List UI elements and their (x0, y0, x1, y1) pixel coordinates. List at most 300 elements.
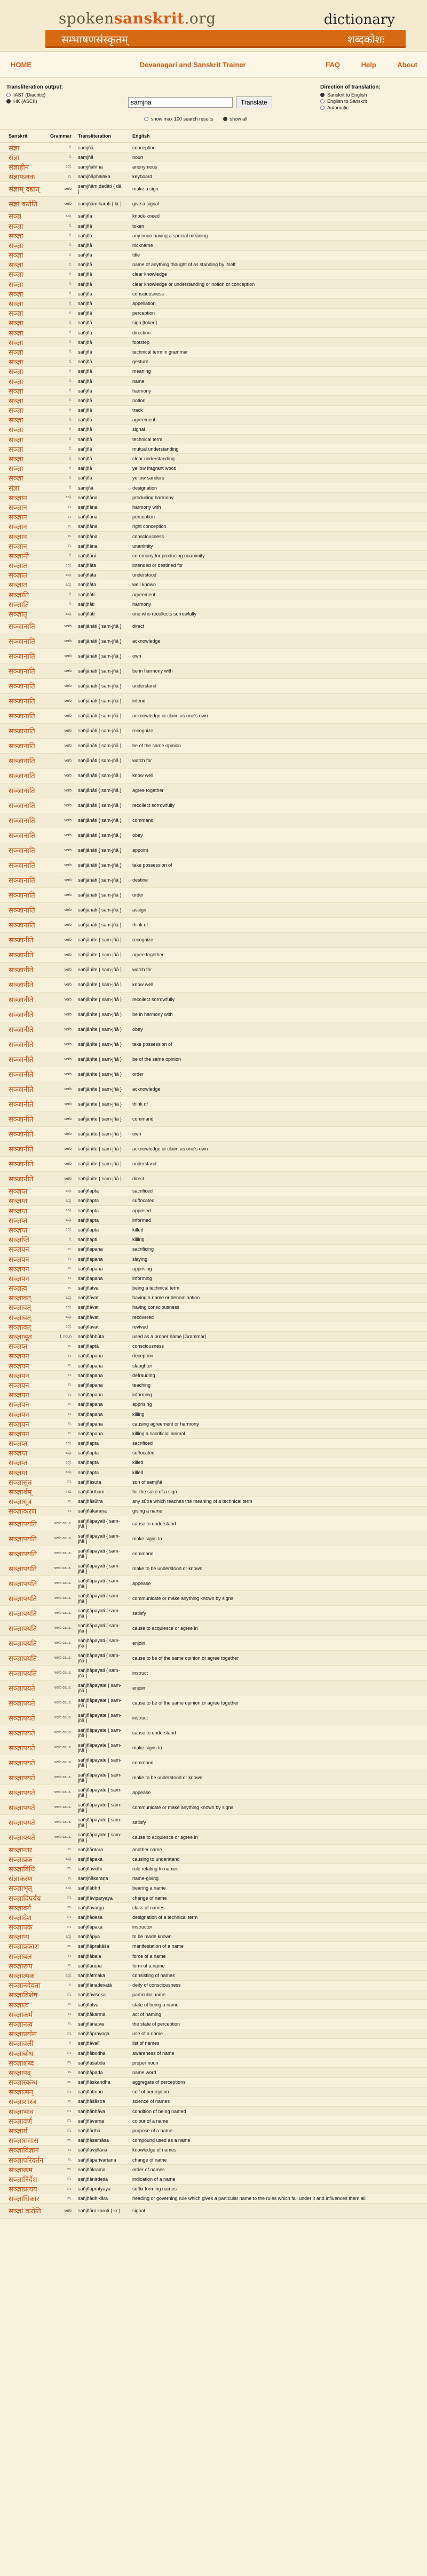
cell-english: colour of a name (132, 2118, 169, 2124)
cell-sanskrit[interactable]: सञ्ज्ञा (9, 339, 23, 347)
cell-sanskrit[interactable]: सञ्ज्ञापयति (9, 1654, 37, 1663)
cell-transliteration: sañjñāpayate { sam-jñā } (78, 1712, 122, 1723)
cell-sanskrit[interactable]: सञ्ज्ञापयते (9, 1759, 35, 1767)
cell-sanskrit[interactable]: सञ्ज्ञा (9, 232, 23, 241)
cell-grammar: verb (64, 1132, 72, 1136)
cell-sanskrit[interactable]: सञ्ज्ञा (9, 252, 23, 260)
cell-english: cause to acquiesce or agree in (132, 1625, 198, 1631)
cell-sanskrit[interactable]: सञ्ज्ञपन (9, 1430, 29, 1438)
cell-sanskrit[interactable]: सञ्ज्ञप्त (9, 1450, 28, 1458)
cell-english: assign (132, 907, 147, 913)
cell-sanskrit[interactable]: सञ्ज्ञानी (9, 552, 29, 561)
cell-sanskrit[interactable]: सञ्ज्ञान (9, 533, 27, 541)
table-row (0, 2010, 427, 2019)
cell-sanskrit[interactable]: सञ्जानीते (9, 1146, 34, 1154)
translit-hk-label: HK (ASCII) (13, 99, 37, 104)
cell-sanskrit[interactable]: सञ्ज्ञापरिवर्तन (9, 2156, 44, 2165)
cell-sanskrit[interactable]: सञ्ज्ञप्त (9, 1343, 28, 1351)
cell-sanskrit[interactable]: सञ्ज्ञान (9, 503, 27, 512)
cell-sanskrit[interactable]: सञ्जानाति (9, 877, 35, 885)
cell-sanskrit[interactable]: सञ्जानाति (9, 668, 35, 676)
cell-sanskrit[interactable]: सञ्ज्ञा (9, 445, 23, 454)
cell-sanskrit[interactable]: संज्ञा (9, 484, 20, 493)
cell-sanskrit[interactable]: सञ्ज्ञापद (9, 2069, 31, 2077)
table-row (0, 1497, 427, 1507)
table-row (0, 2204, 427, 2219)
table-row (0, 948, 427, 963)
cell-english: use of a name (132, 2031, 163, 2037)
cell-sanskrit[interactable]: सञ्ज्ञाक्रम (9, 2166, 33, 2174)
cell-sanskrit[interactable]: सञ्ज्ञा (9, 417, 23, 425)
cell-sanskrit[interactable]: सञ्ज्ञाविज्ञान (9, 2147, 39, 2155)
dir-auto-option[interactable] (320, 105, 381, 110)
cell-sanskrit[interactable]: सञ्जानीते (9, 1056, 34, 1065)
cell-grammar: verb (64, 684, 72, 688)
cell-sanskrit[interactable]: सञ्ज्ञा (9, 387, 23, 396)
radio-selected-icon[interactable] (6, 99, 11, 103)
cell-transliteration: sañjñāskandha (78, 2079, 110, 2085)
cell-sanskrit[interactable]: सञ्ज्ञावर्ग (9, 1904, 31, 1913)
table-row (0, 541, 427, 551)
cell-sanskrit[interactable]: सञ्ज्ञापयति (9, 1625, 37, 1633)
nav-help-link[interactable]: Help (361, 60, 376, 69)
cell-sanskrit[interactable]: सञ्ज्ञप्त (9, 1459, 28, 1468)
table-row (0, 1022, 427, 1037)
cell-sanskrit[interactable]: सञ्जानीते (9, 1175, 34, 1184)
cell-sanskrit[interactable]: सञ्जानीते (9, 1161, 34, 1169)
cell-sanskrit[interactable]: सञ्ज्ञा (9, 329, 23, 338)
cell-sanskrit[interactable]: सञ्ज्ञापयते (9, 1729, 35, 1738)
cell-sanskrit[interactable]: सञ्जानीते (9, 937, 34, 945)
cell-sanskrit[interactable]: सञ्ज्ञपन (9, 1246, 29, 1254)
cell-sanskrit[interactable]: सञ्ज्ञपन (9, 1362, 29, 1371)
cell-sanskrit[interactable]: सञ्ज्ञावत् (9, 1294, 31, 1303)
cell-sanskrit[interactable]: सञ्ज्ञा (9, 436, 23, 444)
cell-sanskrit[interactable]: संज्ञाम् दद्यात् (9, 186, 40, 194)
cell-transliteration: sañjñāśāstra (78, 2099, 106, 2105)
dir-sa-en-option[interactable] (320, 92, 381, 98)
dir-en-sa-option[interactable] (320, 99, 381, 104)
cell-grammar: n. (68, 515, 72, 519)
table-row (0, 1097, 427, 1112)
cell-sanskrit[interactable]: सञ्ज्ञात्व (9, 2001, 29, 2010)
cell-sanskrit[interactable]: सञ्ज्ञा (9, 310, 23, 318)
cell-sanskrit[interactable]: सञ्ज्ञा (9, 281, 23, 289)
cell-sanskrit[interactable]: सञ्ज्ञा (9, 222, 23, 231)
table-row (0, 664, 427, 679)
cell-sanskrit[interactable]: सञ्ज्ञा (9, 348, 23, 357)
cell-sanskrit[interactable]: सञ्ज्ञपन (9, 1275, 29, 1283)
cell-sanskrit[interactable]: सञ्ज्ञापयते (9, 1789, 35, 1797)
header-stripe (45, 30, 406, 48)
cell-grammar: verb (64, 714, 72, 718)
cell-grammar: f. (69, 1983, 72, 1987)
nav-about-link[interactable]: About (397, 60, 417, 69)
cell-sanskrit[interactable]: सञ्ज्ञापयते (9, 1804, 35, 1812)
radio-selected-icon[interactable] (320, 93, 325, 97)
cell-english: obey (132, 1027, 143, 1033)
table-row (0, 1845, 427, 1854)
table-row (0, 769, 427, 783)
cell-sanskrit[interactable]: संज्ञाकरण (9, 1875, 33, 1884)
cell-sanskrit[interactable]: सञ्ज्ञापयते (9, 1684, 35, 1693)
translit-iast-option[interactable] (6, 92, 63, 98)
cell-sanskrit[interactable]: सञ्जानाति (9, 727, 35, 736)
cell-sanskrit[interactable]: सञ्जानीते (9, 1131, 34, 1139)
radio-icon[interactable] (144, 117, 148, 121)
cell-sanskrit[interactable]: सञ्जानाति (9, 757, 35, 766)
cell-sanskrit[interactable]: सञ्ज्ञा (9, 397, 23, 405)
table-row (0, 609, 427, 619)
table-row (0, 260, 427, 270)
cell-sanskrit[interactable]: सञ्ज्ञाविपर्यय (9, 1894, 41, 1903)
cell-grammar: verb (64, 1057, 72, 1061)
cell-sanskrit[interactable]: सञ्ज्ञानिर्देश (9, 2175, 37, 2184)
cell-english: cause to be of the same opinion or agree together (132, 1655, 239, 1661)
cell-sanskrit[interactable]: सञ्ज्ञाबोध (9, 2050, 34, 2058)
cell-sanskrit[interactable]: सञ्ज्ञां करोति (9, 2207, 41, 2216)
cell-sanskrit[interactable]: सञ्जानाति (9, 922, 35, 930)
site-logo[interactable] (59, 10, 216, 27)
cell-english: consisting of names (132, 1973, 175, 1979)
table-row (0, 1621, 427, 1636)
cell-transliteration: sañjñāti (78, 591, 95, 597)
cell-english: know well (132, 982, 154, 988)
cell-sanskrit[interactable]: सञ्ज्ञापयति (9, 1520, 37, 1529)
cell-sanskrit[interactable]: सञ्ज्ञान (9, 542, 27, 551)
cell-sanskrit[interactable]: सञ्जानाति (9, 638, 35, 646)
cell-sanskrit[interactable]: सञ्जानीते (9, 1116, 34, 1124)
cell-sanskrit[interactable]: सञ्ज्ञापयते (9, 1714, 35, 1723)
cell-transliteration: sañjñāpayati { sam-jñā } (78, 1533, 120, 1544)
cell-sanskrit[interactable]: सञ्जानाति (9, 862, 35, 870)
cell-sanskrit[interactable]: सञ्ज्ञाविधि (9, 1865, 35, 1874)
cell-sanskrit[interactable]: संज्ञाफलक (9, 173, 35, 182)
radio-icon[interactable] (320, 99, 325, 103)
cell-english: enjoin (132, 1685, 146, 1691)
cell-sanskrit[interactable]: सञ्ज्ञानदेवता (9, 1982, 41, 1990)
cell-sanskrit[interactable]: सञ्ज्ञापयति (9, 1550, 37, 1558)
cell-sanskrit[interactable]: सञ्ज्ञप्त (9, 1226, 28, 1235)
cell-grammar: verb caus. (54, 1701, 72, 1705)
cell-sanskrit[interactable]: सञ्जानाति (9, 832, 35, 841)
cell-sanskrit[interactable]: सञ्ज्ञारूप (9, 1962, 33, 1971)
cell-sanskrit[interactable]: सञ्ज्ञाभूत (9, 1333, 32, 1342)
cell-sanskrit[interactable]: सञ्ज्ञादेश (9, 1914, 32, 1922)
cell-sanskrit[interactable]: सञ्ज्ञपन (9, 1353, 29, 1361)
table-row (0, 1932, 427, 1942)
cell-sanskrit[interactable]: सञ्ज्ञापयति (9, 1639, 37, 1648)
cell-transliteration: sañjñāpayati { sam-jñā } (78, 1593, 120, 1604)
cell-sanskrit[interactable]: सञ्ज्ञाभृत् (9, 1885, 32, 1893)
cell-sanskrit[interactable]: सञ्ज्ञासूत्र (9, 1498, 32, 1507)
cell-sanskrit[interactable]: सञ्ज्ञा (9, 319, 23, 328)
table-row (0, 1206, 427, 1215)
cell-transliteration: sañjānāti { sam-jñā } (78, 907, 122, 913)
cell-sanskrit[interactable]: सञ्ज्ञाविशेष (9, 1991, 38, 2000)
cell-english: recovered (132, 1314, 154, 1320)
table-row (0, 212, 427, 221)
cell-grammar: m. (67, 2061, 72, 2065)
cell-english: compound used as a name (132, 2138, 191, 2143)
cell-sanskrit[interactable]: सञ्ज्ञास्कन्ध (9, 2079, 38, 2087)
cell-sanskrit[interactable]: सञ्ज्ञापक (9, 1924, 33, 1932)
cell-grammar: n. (68, 2003, 72, 2007)
cell-sanskrit[interactable]: सञ्ज्ञापयति (9, 1610, 37, 1618)
cell-grammar: f. (69, 155, 72, 159)
cell-english: informed (132, 1217, 152, 1223)
cell-sanskrit[interactable]: सञ्जानाति (9, 772, 35, 781)
cell-sanskrit[interactable]: सञ्जानाति (9, 623, 35, 631)
cell-sanskrit[interactable]: सञ्ज्ञा (9, 378, 23, 386)
cell-sanskrit[interactable]: सञ्ज्ञाकर्म (9, 2011, 33, 2019)
table-row (0, 270, 427, 279)
table-row (0, 182, 427, 197)
cell-sanskrit[interactable]: सञ्ज्ञात (9, 562, 27, 571)
header-sanskrit: Sanskrit (9, 133, 28, 139)
cell-sanskrit[interactable]: सञ्ज्ञापयते (9, 1834, 35, 1842)
cell-english: proper noun (132, 2060, 159, 2066)
cell-sanskrit[interactable]: सञ्जानीते (9, 1026, 34, 1035)
cell-sanskrit[interactable]: सञ्जानीते (9, 1041, 34, 1050)
cell-transliteration: sañjñapana (78, 1353, 103, 1359)
table-row (0, 493, 427, 502)
cell-sanskrit[interactable]: सञ्जानाति (9, 653, 35, 661)
cell-grammar: verb (64, 654, 72, 658)
table-row (0, 1313, 427, 1322)
cell-sanskrit[interactable]: सञ्ज्ञपन (9, 1420, 29, 1429)
cell-english: acknowledge (132, 638, 161, 644)
cell-sanskrit[interactable]: सञ्ज्ञा (9, 271, 23, 279)
cell-sanskrit[interactable]: सञ्ज्ञात (9, 581, 27, 590)
cell-english: knock-kneed (132, 213, 160, 219)
cell-sanskrit[interactable]: संज्ञा (9, 144, 20, 153)
cell-english: killing a sacrificial animal (132, 1430, 185, 1436)
cell-sanskrit[interactable]: सञ्जानीते (9, 981, 34, 990)
radio-selected-icon[interactable] (223, 117, 227, 121)
cell-sanskrit[interactable]: सञ्जानीते (9, 951, 34, 960)
cell-sanskrit[interactable]: सञ्ज्ञाप्रत्यय (9, 2186, 37, 2194)
cell-transliteration: sañjānāti { sam-jñā } (78, 773, 122, 779)
cell-sanskrit[interactable]: सञ्ज्ञा (9, 475, 23, 483)
cell-sanskrit[interactable]: सञ्ज्ञावर्ण (9, 2117, 33, 2126)
cell-sanskrit[interactable]: सञ्ज्ञा (9, 407, 23, 415)
cell-sanskrit[interactable]: सञ्ज्ञापयति (9, 1565, 37, 1573)
cell-sanskrit[interactable]: सञ्जानाति (9, 787, 35, 796)
cell-sanskrit[interactable]: सञ्जानीते (9, 1071, 34, 1079)
cell-sanskrit[interactable]: सञ्ज्ञावत् (9, 1304, 31, 1313)
cell-sanskrit[interactable]: सञ्ज्ञाप्य (9, 1933, 29, 1942)
cell-sanskrit[interactable]: सञ्ज्ञापयति (9, 1580, 37, 1588)
cell-english: appease (132, 1580, 151, 1586)
table-row (0, 873, 427, 888)
cell-sanskrit[interactable]: सञ्जानाति (9, 892, 35, 900)
cell-sanskrit[interactable]: सञ्ज्ञापयते (9, 1699, 35, 1708)
table-row (0, 1342, 427, 1351)
cell-english: deity of consciousness (132, 1982, 181, 1988)
cell-sanskrit[interactable]: सञ्जानाति (9, 683, 35, 691)
cell-grammar: verb (64, 997, 72, 1002)
cell-sanskrit[interactable]: सञ्ज्ञातृ (9, 611, 27, 619)
cell-sanskrit[interactable]: सञ्ज्ञप्त (9, 1197, 28, 1206)
cell-sanskrit[interactable]: सञ्ज्ञप्त (9, 1440, 28, 1449)
cell-sanskrit[interactable]: सञ्ज्ञा (9, 261, 23, 270)
cell-sanskrit[interactable]: सञ्जानाति (9, 817, 35, 826)
translit-hk-option[interactable] (6, 99, 63, 104)
cell-sanskrit[interactable]: सञ्ज्ञानत्व (9, 2020, 33, 2029)
cell-grammar: verb (64, 1042, 72, 1046)
cell-sanskrit[interactable]: सञ्ज्ञार्थ (9, 2127, 28, 2136)
nav-home-link[interactable]: HOME (11, 60, 31, 69)
cell-sanskrit[interactable]: सञ्ज्ञत्व (9, 1285, 27, 1293)
cell-sanskrit[interactable]: सञ्जानीते (9, 1086, 34, 1094)
translate-button[interactable]: Translate (236, 97, 272, 108)
cell-sanskrit[interactable]: सञ्ज्ञप्त (9, 1207, 28, 1215)
cell-sanskrit[interactable]: सञ्जानीते (9, 996, 34, 1005)
cell-sanskrit[interactable]: संज्ञाहीन (9, 163, 29, 172)
cell-sanskrit[interactable]: सञ्ज्ञावत् (9, 1323, 31, 1332)
cell-sanskrit[interactable]: सञ्ज्ञाबल (9, 1953, 32, 1961)
cell-sanskrit[interactable]: संज्ञा (9, 154, 20, 162)
cell-sanskrit[interactable]: सञ्ज्ञात्मन् (9, 2089, 34, 2097)
cell-sanskrit[interactable]: सञ्ज्ञाशास्त्र (9, 2098, 36, 2107)
cell-english: understand (132, 683, 157, 689)
cell-sanskrit[interactable]: सञ्ज्ञपन (9, 1372, 29, 1380)
cell-sanskrit[interactable]: सञ्जानीते (9, 966, 34, 975)
top-nav (0, 52, 427, 78)
cell-sanskrit[interactable]: सञ्ज्ञपन (9, 1381, 29, 1390)
show-all-option[interactable] (223, 116, 248, 122)
table-row (0, 933, 427, 948)
cell-sanskrit[interactable]: सञ्ज्ञपन (9, 1391, 29, 1400)
cell-sanskrit[interactable]: सञ्ज्ञाकरण (9, 1508, 37, 1516)
cell-sanskrit[interactable]: सञ्ज्ञप्ति (9, 1236, 29, 1245)
cell-sanskrit[interactable]: सञ्जानाति (9, 802, 35, 811)
cell-sanskrit[interactable]: संज्ञां करोति (9, 201, 38, 209)
cell-grammar: verb (64, 953, 72, 957)
table-row (0, 309, 427, 318)
cell-sanskrit[interactable]: सञ्ज्ञप्त (9, 1217, 28, 1225)
cell-sanskrit[interactable]: सञ्ज्ञा (9, 465, 23, 474)
cell-grammar: m. (67, 2138, 72, 2142)
cell-english: own (132, 1131, 141, 1137)
cell-sanskrit[interactable]: सञ्जानाति (9, 713, 35, 721)
cell-sanskrit[interactable]: सञ्ज्ञा (9, 242, 23, 250)
cell-sanskrit[interactable]: सञ्जानाति (9, 847, 35, 855)
cell-sanskrit[interactable]: सञ्ज्ञाप्रक (9, 1855, 33, 1864)
cell-sanskrit[interactable]: सञ्ज्ञान (9, 523, 27, 532)
table-row (0, 1468, 427, 1477)
cell-sanskrit[interactable]: सञ्ज्ञान (9, 494, 27, 502)
cell-transliteration: sañjñāpayate { sam-jñā } (78, 1787, 122, 1798)
table-row (0, 993, 427, 1007)
cell-sanskrit[interactable]: सञ्ज्ञाशब्द (9, 2059, 34, 2068)
cell-sanskrit[interactable]: सञ्ज्ञा (9, 426, 23, 435)
cell-sanskrit[interactable]: सञ्ज्ञापयति (9, 1535, 37, 1543)
cell-english: sacrificed (132, 1441, 153, 1446)
cell-sanskrit[interactable]: सञ्ज्ञापयति (9, 1595, 37, 1603)
table-row (0, 1651, 427, 1666)
cell-sanskrit[interactable]: सञ्ज्ञपन (9, 1411, 29, 1419)
table-row (0, 1923, 427, 1932)
cell-sanskrit[interactable]: सञ्ज्ञापयते (9, 1744, 35, 1753)
cell-english: communicate or make anything known by signs (132, 1804, 234, 1810)
cell-sanskrit[interactable]: सञ्ज्ञा (9, 300, 23, 309)
cell-sanskrit[interactable]: सञ्ज्ञान (9, 514, 27, 522)
cell-sanskrit[interactable]: सञ्ज्ञपन (9, 1265, 29, 1274)
cell-grammar: f. (69, 292, 72, 296)
table-row (0, 843, 427, 858)
cell-sanskrit[interactable]: सञ्ज्ञा (9, 358, 23, 367)
table-row (0, 279, 427, 289)
cell-grammar: verb caus. (54, 1790, 72, 1794)
cell-sanskrit[interactable]: सञ्जानीते (9, 1011, 34, 1020)
cell-sanskrit[interactable]: सञ्ज्ञाति (9, 601, 29, 609)
cell-transliteration: sañjānāti { sam-jñā } (78, 758, 122, 764)
nav-trainer-link[interactable]: Devanagari and Sanskrit Trainer (139, 60, 246, 69)
cell-grammar: n. (68, 1276, 72, 1281)
cell-sanskrit[interactable]: सञ्ज्ञाप्रकाश (9, 1943, 39, 1951)
cell-english: be in harmony with (132, 668, 173, 674)
cell-sanskrit[interactable]: सञ्जानाति (9, 742, 35, 751)
cell-sanskrit[interactable]: सञ्ज्ञासमास (9, 2137, 39, 2146)
cell-sanskrit[interactable]: सञ्ज्ञात्मक (9, 1972, 35, 1981)
table-row (0, 1516, 427, 1531)
cell-transliteration: sañjñāsūtra (78, 1499, 103, 1505)
dictionary-label: dictionary (323, 12, 395, 28)
cell-sanskrit[interactable]: सञ्ज्ञार्थम् (9, 1489, 32, 1497)
cell-sanskrit[interactable]: सञ्ज्ञासुत (9, 1478, 32, 1487)
cell-sanskrit[interactable]: सञ्ज्ञाधिकार (9, 2195, 39, 2204)
cell-sanskrit[interactable]: सञ्ज्ञा (9, 290, 23, 299)
cell-sanskrit[interactable]: सञ्ज्ञा (9, 368, 23, 377)
transliteration-title: Transliteration output: (6, 84, 64, 90)
cell-sanskrit[interactable]: सञ्ज्ञावली (9, 2040, 34, 2049)
show-max-option[interactable] (144, 116, 213, 122)
direction-options (320, 84, 381, 111)
cell-sanskrit[interactable]: सञ्ज्ञाप्रयोग (9, 2030, 37, 2039)
cell-sanskrit[interactable]: सञ्जानाति (9, 907, 35, 915)
cell-grammar: f. (69, 476, 72, 480)
cell-sanskrit[interactable]: सञ्ज्ञापयति (9, 1669, 37, 1678)
cell-english: intended or destined for (132, 563, 183, 569)
nav-faq-link[interactable]: FAQ (326, 60, 341, 69)
cell-sanskrit[interactable]: सञ्ज्ञा (9, 455, 23, 464)
table-row (0, 532, 427, 541)
search-input[interactable] (128, 97, 233, 108)
table-row (0, 328, 427, 338)
cell-english: harmony (132, 601, 152, 607)
cell-sanskrit[interactable]: सञ्जानीते (9, 1101, 34, 1109)
cell-grammar: verb caus. (54, 1775, 72, 1779)
radio-icon[interactable] (6, 93, 11, 97)
radio-icon[interactable] (320, 106, 325, 110)
cell-sanskrit[interactable]: सञ्ज्ञप्त (9, 1188, 28, 1196)
cell-sanskrit[interactable]: सञ्ज्ञ (9, 213, 22, 221)
cell-sanskrit[interactable]: सञ्ज्ञप्त (9, 1469, 28, 1477)
cell-sanskrit[interactable]: सञ्ज्ञान्तर (9, 1846, 33, 1854)
cell-english: one who recollects sorrowfully (132, 611, 197, 617)
cell-sanskrit[interactable]: सञ्ज्ञापयते (9, 1774, 35, 1782)
cell-sanskrit[interactable]: सञ्ज्ञावत् (9, 1314, 31, 1322)
cell-sanskrit[interactable]: सञ्ज्ञात (9, 572, 27, 580)
cell-sanskrit[interactable]: सञ्ज्ञाभाव (9, 2108, 34, 2116)
cell-sanskrit[interactable]: सञ्जानाति (9, 698, 35, 706)
cell-sanskrit[interactable]: सञ्ज्ञाति (9, 591, 29, 599)
cell-sanskrit[interactable]: सञ्ज्ञपन (9, 1255, 29, 1264)
cell-sanskrit[interactable]: सञ्ज्ञपन (9, 1401, 29, 1410)
cell-sanskrit[interactable]: सञ्ज्ञापयते (9, 1819, 35, 1827)
